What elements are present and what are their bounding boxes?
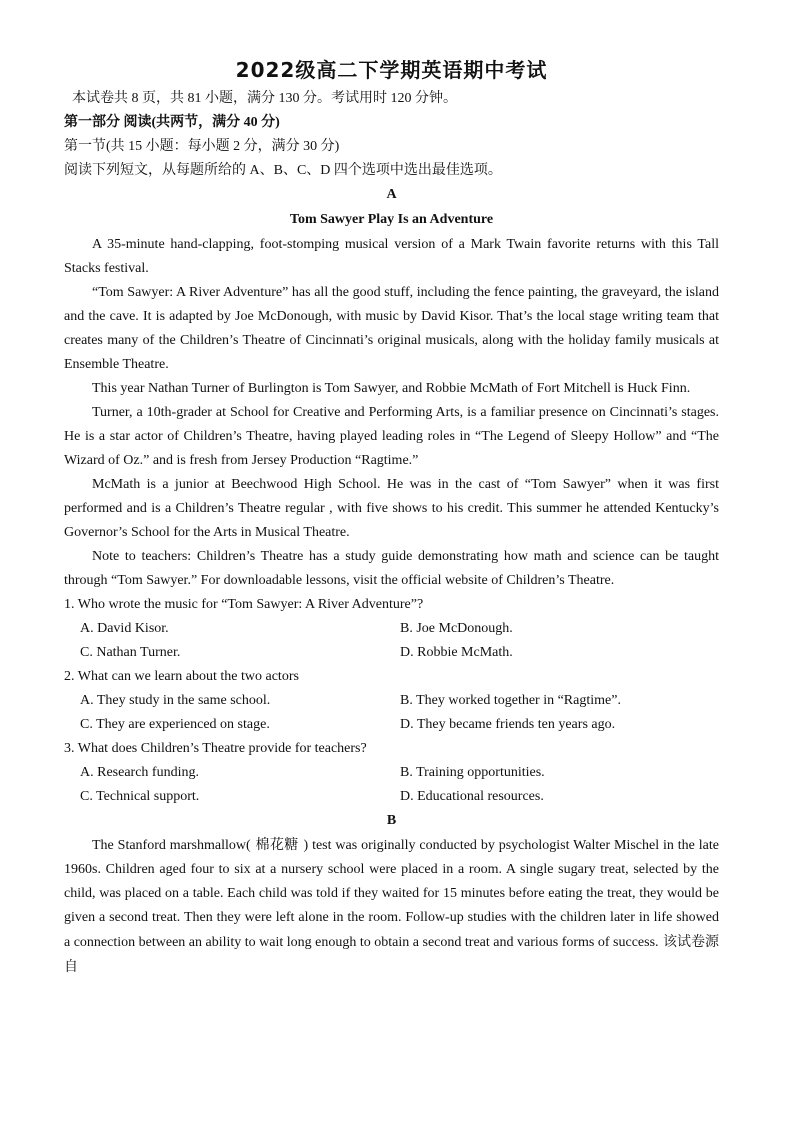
option-d[interactable]: D. They became friends ten years ago.	[400, 717, 616, 732]
passage-a-paragraph: This year Nathan Turner of Burlington is Tom Sawyer, and Robbie McMath of Fort Mitchell is Huck Finn.	[92, 381, 691, 396]
passage-a-paragraph: Turner, a 10th-grader at School for Creative and Performing Arts, is a familiar presence on Cincinnati’s stages. He is a star actor of Children’s Theatre, having played leading roles in “The Legend of Sleepy Hollow” and “The Wizard of Oz.” and is fresh from Jersey Production “Ragtime.”	[64, 405, 719, 468]
passage-b-paragraph	[64, 833, 719, 980]
option-list	[64, 617, 719, 665]
passage-b-source-note: 该试卷源自	[64, 934, 719, 975]
option-c[interactable]: C. Technical support.	[80, 789, 200, 804]
section-one-heading: 第一节(共 15 小题：每小题 2 分，满分 30 分)	[64, 139, 340, 154]
passage-a-paragraph: Note to teachers: Children’s Theatre has a study guide demonstrating how math and science can be taught through “Tom Sawyer.” For downloadable lessons, visit the official website of Children’s Theatre.	[64, 549, 719, 588]
passage-a-title: Tom Sawyer Play Is an Adventure	[289, 212, 494, 227]
instruction-text: 阅读下列短文，从每题所给的 A、B、C、D 四个选项中选出最佳选项。	[64, 163, 502, 178]
question-2	[64, 665, 719, 737]
option-c[interactable]: C. They are experienced on stage.	[80, 717, 270, 732]
passage-b-text-rest: ) test was originally conducted by psychologist Walter Mischel in the late 1960s. Children aged four to six at a nursery school were placed in a room. A single sugary treat, selected by the child, was placed on a table. Each child was told if they waited for 15 minutes before eating the treat, they would be given a second treat. Then they were left alone in the room. Follow-up studies with the children later in life showed a connection between an ability to wait long enough to obtain a second treat and various forms of success.	[64, 838, 719, 950]
option-d[interactable]: D. Robbie McMath.	[400, 645, 513, 660]
passage-b-cjk-term: 棉花糖	[250, 837, 304, 853]
option-b[interactable]: B. They worked together in “Ragtime”.	[400, 693, 621, 708]
option-a[interactable]: A. Research funding.	[80, 765, 199, 780]
part-one-heading: 第一部分 阅读(共两节，满分 40 分)	[64, 115, 280, 130]
passage-a-paragraph: McMath is a junior at Beechwood High School. He was in the cast of “Tom Sawyer” when it was first performed and is a Children’s Theatre regular , with five shows to his credit. This summer he attended Kentucky’s Governor’s School for the Arts in Musical Theatre.	[64, 477, 719, 540]
option-b[interactable]: B. Joe McDonough.	[400, 621, 513, 636]
option-list	[64, 761, 719, 809]
option-a[interactable]: A. David Kisor.	[80, 621, 169, 636]
option-b[interactable]: B. Training opportunities.	[400, 765, 545, 780]
question-1	[64, 593, 719, 665]
option-c[interactable]: C. Nathan Turner.	[80, 645, 181, 660]
passage-b-letter: B	[386, 813, 397, 828]
question-stem: 2. What can we learn about the two actors	[64, 669, 299, 684]
passage-a-paragraph: A 35-minute hand-clapping, foot-stomping musical version of a Mark Twain favorite returns with this Tall Stacks festival.	[64, 237, 719, 276]
option-list	[64, 689, 719, 737]
passage-b-text-start: The Stanford marshmallow(	[92, 838, 251, 853]
option-d[interactable]: D. Educational resources.	[400, 789, 544, 804]
option-a[interactable]: A. They study in the same school.	[80, 693, 271, 708]
question-stem: 1. Who wrote the music for “Tom Sawyer: A River Adventure”?	[64, 597, 424, 612]
question-3	[64, 737, 719, 809]
page-title: 2022级高二下学期英语期中考试	[235, 58, 548, 82]
exam-info: 本试卷共 8 页，共 81 小题，满分 130 分。考试用时 120 分钟。	[72, 91, 457, 106]
question-stem: 3. What does Children’s Theatre provide for teachers?	[64, 741, 367, 756]
passage-a-letter: A	[386, 187, 397, 202]
passage-a-paragraph: “Tom Sawyer: A River Adventure” has all the good stuff, including the fence painting, the graveyard, the island and the cave. It is adapted by Joe McDonough, with music by David Kisor. That’s the local stage writing team that creates many of the Children’s Theatre of Cincinnati’s original musicals, along with the holiday family musicals at Ensemble Theatre.	[64, 285, 719, 372]
